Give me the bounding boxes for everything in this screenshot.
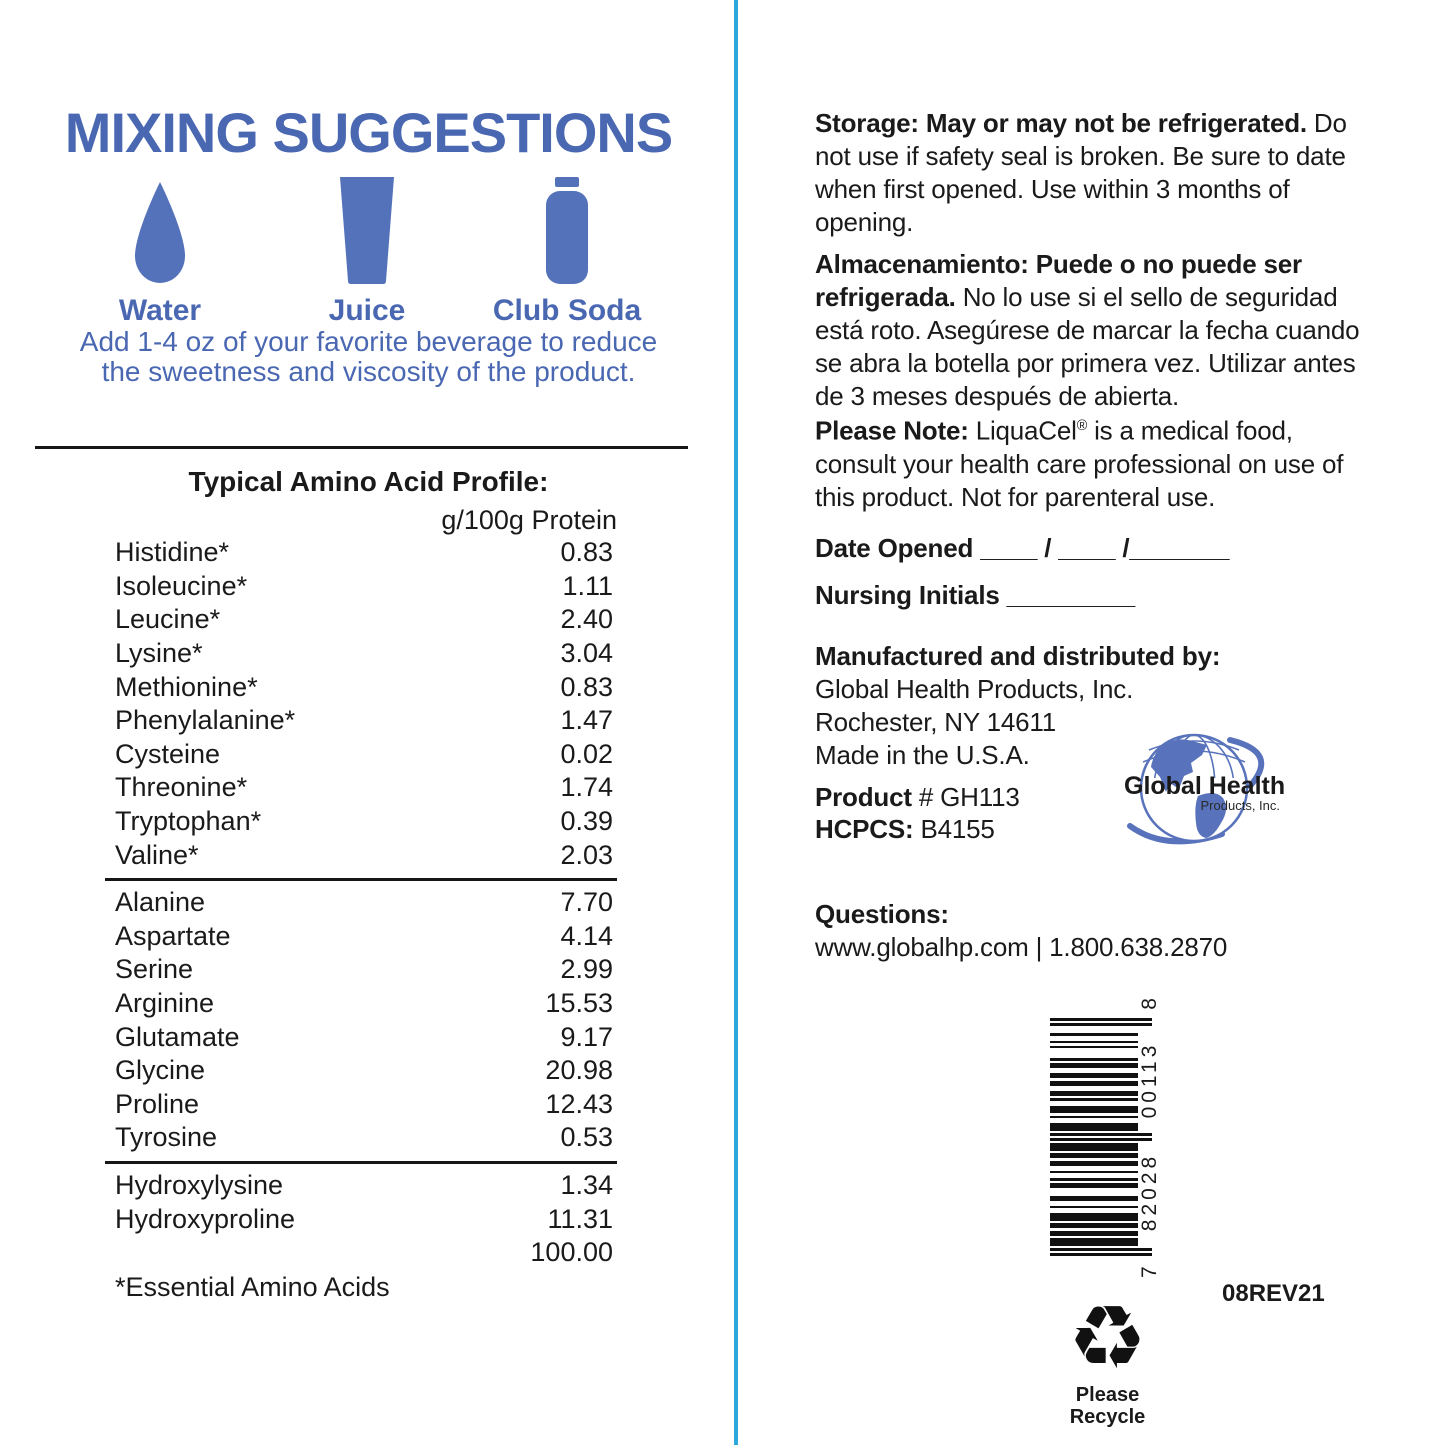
please-note-line2: consult your health care professional on use of <box>815 448 1344 479</box>
amino-row <box>105 738 617 772</box>
amino-name: Tyrosine <box>115 1122 218 1153</box>
please-note-rest1: is a medical food, <box>1087 415 1293 446</box>
barcode-bar <box>1050 1034 1138 1037</box>
barcode-bar <box>1050 1074 1138 1079</box>
mixing-item-juice <box>262 172 472 328</box>
amino-value: 3.04 <box>560 638 613 669</box>
storage-rest1: Do <box>1306 108 1347 138</box>
mixing-note-line1: Add 1-4 oz of your favorite beverage to reduce <box>79 326 658 357</box>
soda-bottle-icon <box>538 172 596 284</box>
storage-label: Storage: May or may not be refrigerated. <box>815 108 1307 138</box>
amino-value: 2.03 <box>560 839 613 870</box>
amino-name: Cysteine <box>115 738 221 769</box>
almacenamiento-line5: de 3 meses después de abierta. <box>815 381 1180 411</box>
amino-row <box>105 1020 617 1054</box>
barcode-bar <box>1050 1081 1138 1086</box>
amino-value: 0.39 <box>560 806 613 837</box>
juice-cup-icon <box>339 172 395 284</box>
logo-company-name: Global Health <box>1124 772 1286 800</box>
amino-row <box>105 603 617 637</box>
amino-value: 4.14 <box>560 920 613 951</box>
mixing-suggestions-title: MIXING SUGGESTIONS <box>64 101 673 164</box>
registered-mark: ® <box>1076 418 1088 434</box>
amino-group-hydroxy <box>105 1161 617 1270</box>
horizontal-rule <box>35 446 688 449</box>
amino-row <box>105 805 617 839</box>
logo-company-suffix: Products, Inc. <box>1200 798 1280 813</box>
barcode-bar <box>1050 1046 1138 1049</box>
date-opened-field: Date Opened ____ / ____ /_______ <box>815 533 1230 563</box>
amino-unit-header: g/100g Protein <box>441 505 617 535</box>
almacenamiento-bold2: refrigerada. <box>815 282 956 312</box>
amino-value: 100.00 <box>530 1237 613 1268</box>
barcode-digit-check: 8 <box>1138 998 1161 1010</box>
amino-row <box>105 1121 617 1155</box>
amino-name: Threonine* <box>115 772 248 803</box>
amino-name: Lysine* <box>115 638 203 669</box>
amino-value: 0.53 <box>560 1122 613 1153</box>
water-label: Water <box>118 294 202 327</box>
amino-row <box>105 771 617 805</box>
barcode-bar <box>1050 1059 1138 1062</box>
amino-row <box>105 1202 617 1236</box>
barcode-bar <box>1050 1239 1138 1247</box>
almacenamiento-label: Almacenamiento: Puede o no puede ser <box>815 249 1302 279</box>
hcpcs-value: B4155 <box>913 814 995 844</box>
column-divider <box>734 0 738 1445</box>
barcode-bar <box>1050 1184 1138 1189</box>
amino-name: Glycine <box>115 1055 206 1086</box>
amino-name: Aspartate <box>115 920 231 951</box>
amino-value: 1.11 <box>562 570 613 601</box>
amino-value: 1.74 <box>560 772 613 803</box>
storage-line2: not use if safety seal is broken. Be sure to date <box>815 141 1346 171</box>
amino-name: Phenylalanine* <box>115 705 296 736</box>
amino-row <box>105 1236 617 1270</box>
amino-value: 0.02 <box>560 738 613 769</box>
barcode-bar <box>1050 1214 1138 1222</box>
barcode-bar <box>1050 1224 1138 1229</box>
amino-value: 9.17 <box>560 1021 613 1052</box>
amino-name: Hydroxylysine <box>115 1169 284 1200</box>
juice-label: Juice <box>328 294 406 327</box>
storage-line3: when first opened. Use within 3 months of <box>815 174 1290 204</box>
amino-name: Glutamate <box>115 1021 240 1052</box>
product-label: Product <box>815 782 912 812</box>
barcode-digit-group1: 82028 <box>1138 1152 1161 1232</box>
manufacturer-heading: Manufactured and distributed by: <box>815 641 1221 671</box>
barcode-bar <box>1050 1041 1138 1044</box>
amino-value: 11.31 <box>547 1203 613 1234</box>
barcode-bar <box>1050 1154 1138 1159</box>
barcode-bar <box>1050 1171 1138 1174</box>
amino-name: Isoleucine* <box>115 570 248 601</box>
barcode-bar <box>1050 1116 1138 1119</box>
amino-value: 1.47 <box>560 705 613 736</box>
amino-name: Valine* <box>115 839 199 870</box>
amino-row <box>105 886 617 920</box>
product-info-block <box>815 781 1415 845</box>
nursing-initials-field: Nursing Initials _________ <box>815 580 1135 610</box>
upc-barcode-inner <box>1050 998 1168 1278</box>
questions-heading: Questions: <box>815 899 949 929</box>
barcode-digit-group2: 00113 <box>1138 1041 1161 1119</box>
questions-block <box>815 898 1415 964</box>
barcode-bar <box>1050 1099 1138 1102</box>
amino-name: Hydroxyproline <box>115 1203 296 1234</box>
barcode-bar <box>1050 1064 1138 1069</box>
amino-profile-title: Typical Amino Acid Profile: <box>188 466 549 497</box>
amino-value: 0.83 <box>560 537 613 568</box>
barcode-bar <box>1050 1106 1138 1114</box>
manufacturer-city: Rochester, NY 14611 <box>815 707 1056 737</box>
barcode-bar <box>1050 1231 1138 1236</box>
barcode-digits <box>1136 998 1164 1278</box>
mixing-note <box>0 327 737 387</box>
contact-info: www.globalhp.com | 1.800.638.2870 <box>815 932 1228 962</box>
amino-value: 15.53 <box>545 988 613 1019</box>
mixing-note-line2: the sweetness and viscosity of the product. <box>101 356 636 387</box>
amino-name: Alanine <box>115 887 206 918</box>
amino-name: Tryptophan* <box>115 806 262 837</box>
amino-row <box>105 1088 617 1122</box>
hcpcs-label: HCPCS: <box>815 814 914 844</box>
amino-name: Arginine <box>115 988 215 1019</box>
amino-group-nonessential <box>105 878 617 1155</box>
manufacturer-block <box>815 640 1415 772</box>
amino-value: 2.99 <box>560 954 613 985</box>
storage-paragraph <box>815 107 1415 239</box>
mixing-item-club-soda <box>462 172 672 328</box>
barcode-bar <box>1050 1196 1138 1201</box>
amino-row <box>105 670 617 704</box>
amino-row <box>105 838 617 872</box>
amino-name: Leucine* <box>115 604 221 635</box>
please-note-line3: this product. Not for parenteral use. <box>815 481 1216 512</box>
revision-code: 08REV21 <box>1222 1280 1325 1307</box>
manufacturer-name: Global Health Products, Inc. <box>815 674 1134 704</box>
amino-value: 2.40 <box>560 604 613 635</box>
amino-row <box>105 953 617 987</box>
please-note-paragraph <box>815 410 1415 514</box>
manufacturer-origin: Made in the U.S.A. <box>815 740 1030 770</box>
amino-row <box>105 1054 617 1088</box>
amino-name: Histidine* <box>115 537 230 568</box>
amino-row <box>105 920 617 954</box>
amino-row <box>105 536 617 570</box>
brand-name: LiquaCel <box>968 415 1077 446</box>
recycle-text-line1: Please <box>1075 1384 1140 1406</box>
amino-value: 20.98 <box>545 1055 613 1086</box>
storage-line4: opening. <box>815 207 914 237</box>
barcode-digit-lead: 7 <box>1138 1266 1161 1278</box>
barcode-bar <box>1050 1179 1138 1182</box>
amino-row <box>105 704 617 738</box>
upc-barcode <box>1050 998 1168 1278</box>
barcode-bar <box>1050 1091 1138 1096</box>
amino-row <box>105 1169 617 1203</box>
recycle-text-line2: Recycle <box>1069 1406 1146 1428</box>
almacenamiento-rest2: No lo use si el sello de seguridad <box>955 282 1338 312</box>
almacenamiento-line3: está roto. Asegúrese de marcar la fecha cuando <box>815 315 1360 345</box>
barcode-bar <box>1050 1144 1138 1152</box>
amino-value: 7.70 <box>560 887 613 918</box>
almacenamiento-line4: se abra la botella por primera vez. Utilizar antes <box>815 348 1356 378</box>
mixing-item-water <box>55 172 265 328</box>
club-soda-label: Club Soda <box>492 294 642 327</box>
recycle-block <box>1040 1286 1175 1428</box>
amino-name: Serine <box>115 954 194 985</box>
please-note-label: Please Note: <box>815 415 969 446</box>
essential-footnote: *Essential Amino Acids <box>115 1272 390 1302</box>
amino-row <box>105 570 617 604</box>
product-number: # GH113 <box>911 782 1020 812</box>
global-health-logo <box>1118 722 1290 862</box>
water-drop-icon <box>131 172 189 284</box>
almacenamiento-paragraph <box>815 248 1415 413</box>
amino-name: Methionine* <box>115 671 258 702</box>
amino-group-essential <box>105 536 617 872</box>
barcode-bar <box>1050 1124 1138 1132</box>
amino-name: Proline <box>115 1088 200 1119</box>
barcode-bar <box>1050 1206 1138 1209</box>
amino-value: 1.34 <box>560 1169 613 1200</box>
amino-row <box>105 637 617 671</box>
barcode-bar <box>1050 1161 1138 1166</box>
recycle-icon: ♻ <box>1068 1286 1147 1389</box>
amino-row <box>105 987 617 1021</box>
amino-acid-table <box>105 536 617 1269</box>
amino-value: 0.83 <box>560 671 613 702</box>
amino-value: 12.43 <box>545 1088 613 1119</box>
